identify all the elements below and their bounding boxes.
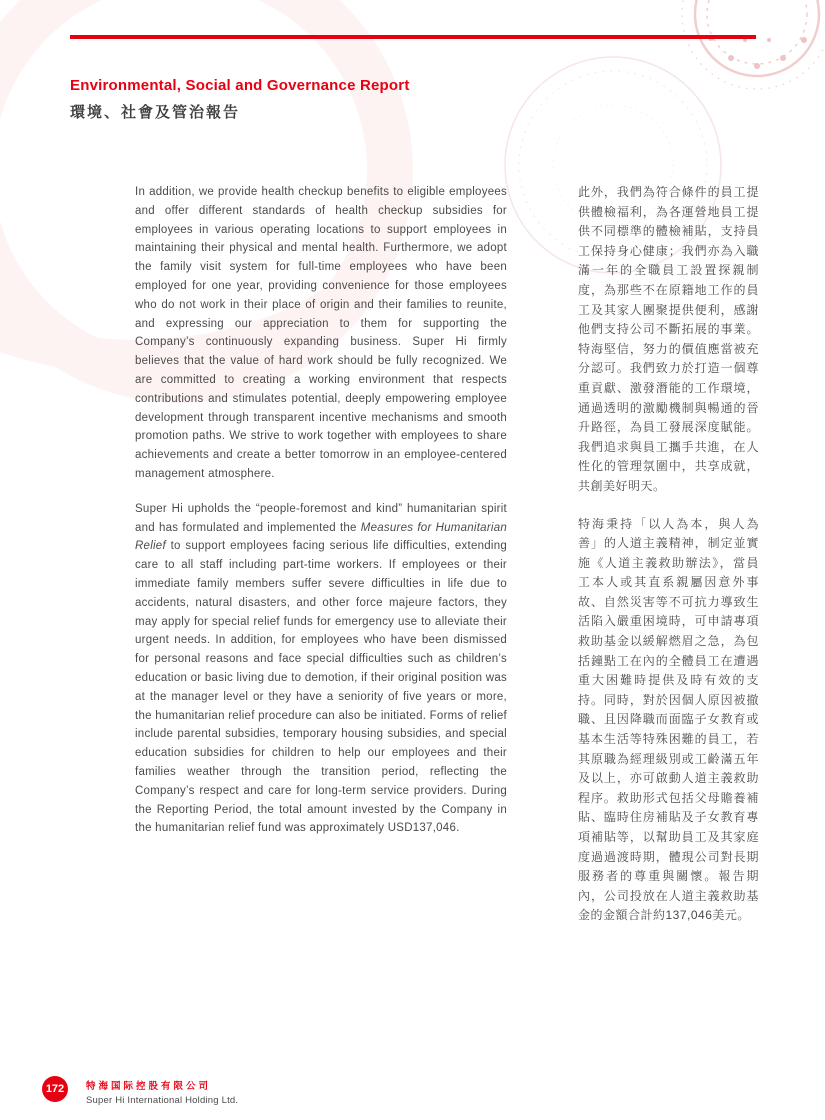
paragraph-zh-2: 特海秉持「以人為本，與人為善」的人道主義精神，制定並實施《人道主義救助辦法》，當員工本人或其直系親屬因意外事故、自然災害等不可抗力導致生活陷入嚴重困境時，可申請專項救助基金以緩解燃眉之急，為包括鐘點工在內的全體員工在遭遇重大困難時提供及時有效的支持。同時，對於因個人原因被撤職、且因降職而面臨子女教育或基本生活等特殊困難的員工，若其原職為經理級別或工齡滿五年及以上，亦可啟動人道主義救助程序。救助形式包括父母贍養補貼、臨時住房補貼及子女教育專項補貼等，以幫助員工及其家庭度過過渡時期，體現公司對長期服務者的尊重與關懷。報告期內，公司投放在人道主義救助基金的金額合計約137,046美元。 [578,516,759,923]
header-rule [70,35,756,39]
chinese-column [578,183,759,926]
report-title-zh: 環境、社會及管治報告 [70,104,241,121]
page-number-badge: 172 [42,1076,68,1102]
report-title-en: Environmental, Social and Governance Report [70,77,410,94]
paragraph-en-1: In addition, we provide health checkup benefits to eligible employees and offer different standards of health checkup subsidies for employees in various operating locations to support employees in maintaining their physical and mental health. Furthermore, we adopt the family visit system for full-time employees who have been employed for one year, providing convenience for those employees who do not work in their place of origin and their families to reunite, and expressing our appreciation to them for supporting the Company’s continuously expanding business. Super Hi firmly believes that the value of hard work should be fully recognized. We are committed to creating a working environment that respects contributions and stimulates potential, deeply empowering employee development through transparent incentive mechanisms and smooth promotion paths. We strive to work together with employees to share achievements and create a better tomorrow in an employee-centered management atmosphere. [135,186,507,480]
paragraph-en-2 [135,500,507,838]
paragraph-zh-1: 此外，我們為符合條件的員工提供體檢福利，為各運營地員工提供不同標準的體檢補貼，支持員工保持身心健康；我們亦為入職滿一年的全職員工設置探親制度，為那些不在原籍地工作的員工及其家人團聚提供便利，感謝他們支持公司不斷拓展的事業。特海堅信，努力的價值應當被充分認可。我們致力於打造一個尊重貢獻、激發潛能的工作環境，通過透明的激勵機制與暢通的晉升路徑，為員工發展深度賦能。我們追求與員工攜手共進，在人性化的管理氛圍中，共享成就，共創美好明天。 [578,185,759,493]
measures-title-italic: Measures for Humanitarian Relief [135,521,507,553]
english-column [135,183,507,838]
company-name-en: Super Hi International Holding Ltd. [86,1095,239,1106]
paragraph-en-2-body: to support employees facing serious life difficulties, extending care to all staff including part-time workers. If employees or their immediate family members suffer severe difficulties in life due to accidents, natural disasters, and other force majeure factors, they may apply for special relief funds for emergency use to alleviate their urgent needs. In addition, for employees who have been dismissed for personal reasons and face special difficulties such as children’s education or basic living due to demotion, if their original position was at the manager level or they have a seniority of five years or more, the humanitarian relief procedure can also be initiated. Forms of relief include parental subsidies, temporary housing subsidies, and special education subsidies for children to help our employees and their families weather through the transition period, reflecting the Company’s respect and care for long-term service providers. During the Reporting Period, the total amount invested by the Company in the humanitarian relief fund was approximately USD137,046. [135,540,507,835]
page-footer [42,1076,238,1106]
paragraph-en-2-lead: Super Hi upholds the “people-foremost and kind” humanitarian spirit and has formulated and implemented the [135,502,507,534]
company-name-zh: 特海国际控股有限公司 [86,1081,212,1092]
report-header [70,77,410,122]
company-block [86,1076,238,1106]
